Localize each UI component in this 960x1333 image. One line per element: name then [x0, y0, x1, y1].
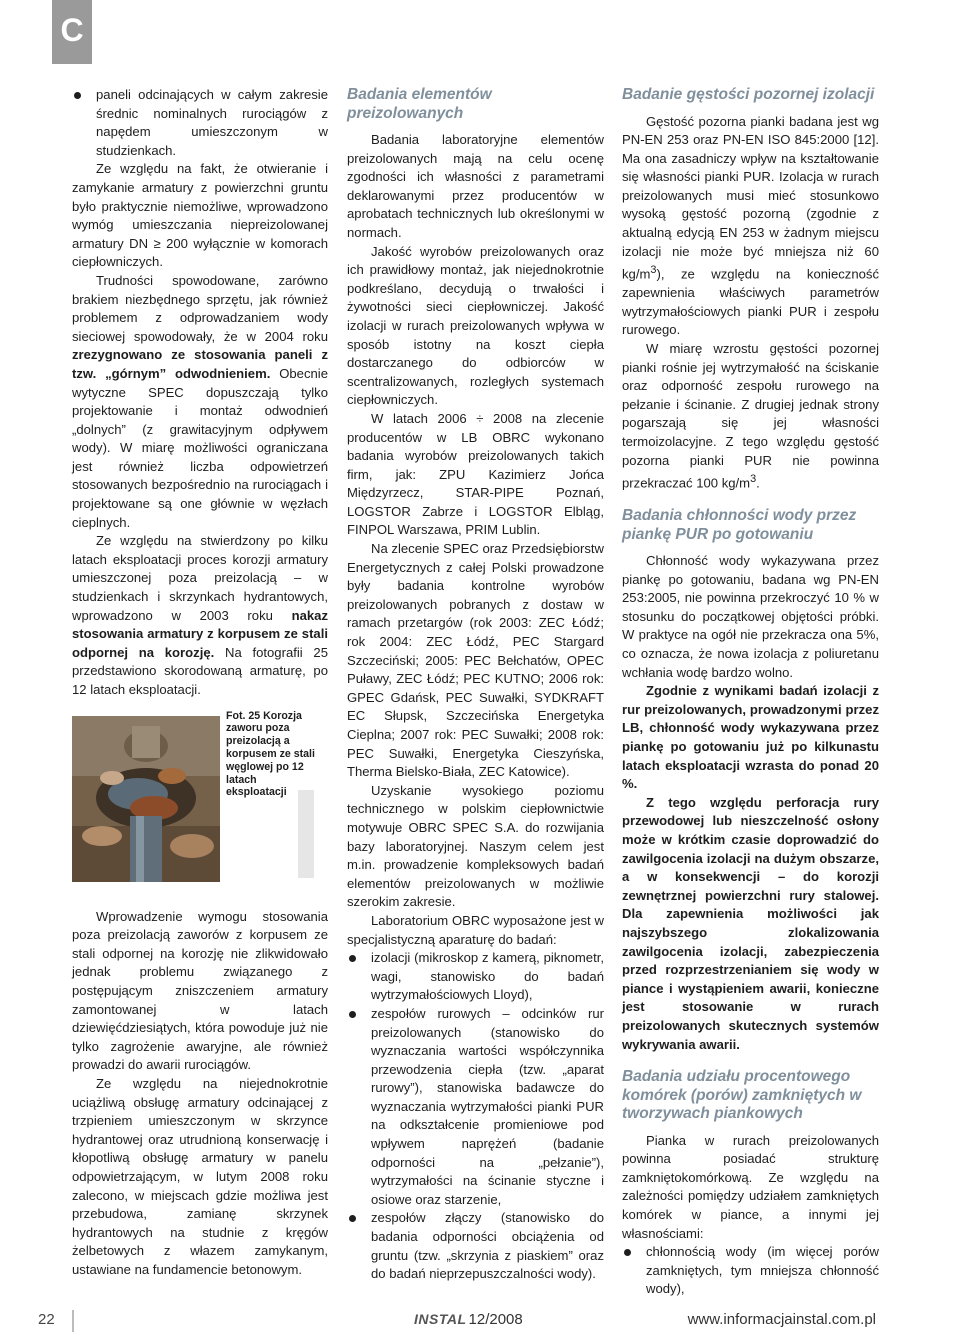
paragraph: Wprowadzenie wymogu stosowania poza preizolacją zaworów z korpusem ze stali odpornej na korozję nie zlikwidowało jednak problemu związanego z postępującym zniszczeniem armatury zamontowanej w latach dziewięćdziesiątych, która powoduje już nie tylko zagrożenie awaryjne, ale również prowadzi do awarii rurociągów. — [72, 908, 328, 1073]
emphasis: nakaz stosowania armatury z korpusem ze stali odpornej na korozję. — [72, 607, 328, 660]
photo-caption: Fot. 25 Korozja zaworu poza preizolacją a korpusem ze stali węglowej po 12 latach eksploatacji — [226, 709, 315, 799]
section-heading: Badania udziału procentowego komórek (porów) zamkniętych w tworzywach piankowych — [622, 1068, 862, 1123]
decorative-bar — [298, 790, 314, 878]
footer-divider — [72, 1310, 74, 1332]
section-heading: Badania elementów preizolowanych — [347, 86, 492, 122]
magazine-logo: INSTAL — [414, 1311, 467, 1327]
bullet-list — [347, 949, 604, 1284]
website-url: www.informacjainstal.com.pl — [687, 1311, 876, 1328]
section-heading: Badania chłonności wody przez piankę PUR po gotowaniu — [622, 507, 857, 543]
list-item: zespołów złączy (stanowisko do badania odporności obciążenia od gruntu (tzw. „skrzynia z piaskiem” oraz do badań nieprzepuszczalności wody). — [347, 1209, 604, 1283]
paragraph: W miarę wzrostu gęstości pozornej pianki rośnie jej wytrzymałość na ściskanie oraz odporność zespołu rurowego na pełzanie i ścinanie. Z drugiej jednak strony pogarszają się jej własności termoizolacyjne. Z tego względu gęstość pozorna pianki PUR nie powinna przekraczać 100 $kg/m^3$. — [622, 340, 879, 491]
photo-corroded-valve — [72, 716, 220, 882]
paragraph: Chłonność wody wykazywana przez piankę po gotowaniu, badana wg PN-EN 253:2005, nie powinna przekroczyć 10 % w stosunku do początkowej objętości próbki. W praktyce na ogół nie przekracza ona 5%, co oznacza, że nowa izolacja z poliuretanu wchłania wodę bardzo wolno. — [622, 553, 879, 680]
issue-number: 12/2008 — [468, 1311, 523, 1328]
paragraph: Gęstość pozorna pianki badana jest wg PN-EN 253 oraz PN-EN ISO 845:2000 [12]. Ma ona zasadniczy wpływ na kształtowanie się własności pianki PUR. Izolacja w rurach preizolowanych musi mieć stosunkowo wysoką gęstość pozorną (zgodnie z aktualną edycją EN 253 w żadnym miejscu izolacji nie może być mniejsza niż 60 $kg/m^3$), ze względu na konieczność zapewnienia właściwych parametrów wytrzymałościowych pianki PUR i zespołu rurowego. — [622, 113, 879, 338]
paragraph: Pianka w rurach preizolowanych powinna posiadać strukturę zamkniętokomórkową. Ze względu na zależności pomiędzy udziałem zamkniętych komórek w piance, a innymi jej własnościami: — [622, 1132, 879, 1241]
paragraph — [622, 682, 879, 794]
paragraph: W latach 2006 ÷ 2008 na zlecenie producentów w LB OBRC wykonano badania wyrobów preizolowanych takich firm, jak: ZPU Kazimierz Jońca Międzyrzecz, STAR-PIPE Poznań, LOGSTOR Zabrze i LOGSTOR Elbląg, FINPOL Warszawa, PRIM Lublin. — [347, 410, 604, 538]
figure — [72, 710, 328, 896]
paragraph — [622, 794, 879, 1054]
paragraph: Ze względu na niejednokrotnie uciążliwą obsługę armatury odcinającej z trzpieniem umieszczonym w skrzynce hydrantowej oraz utrudnioną konserwację i kłopotliwą obsługę armatury w panelu odpowietrzającym, w lutym 2008 roku zalecono, w miejscach gdzie możliwa jest przebudowa, zamianę skrzynek hydrantowych na studnie z kręgów żelbetowych z włazem zamykanym, ustawiane na fundamencie betonowym. — [72, 1075, 328, 1277]
magazine-issue — [414, 1311, 523, 1328]
emphasis: Z tego względu perforacja rury przewodowej lub nieszczelność osłony może w krótkim czasie doprowadzić do zawilgocenia izolacji na dużym obszarze, a w konsekwencji – do korozji zewnętrznej powierzchni rury stalowej. Dla zapewnienia możliwości jak najszybszego zlokalizowania zawilgocenia izolacji, zabezpieczenia przed rozprzestrzenianiem się wody w piance i wystąpieniem awarii, konieczne jest stosowanie w rurach preizolowanych skutecznych systemów wykrywania awarii. — [622, 794, 879, 1052]
paragraph: Laboratorium OBRC wyposażone jest w specjalistyczną aparaturę do badań: — [347, 912, 604, 947]
section-tab — [52, 0, 92, 64]
list-item: paneli odcinających w całym zakresie średnic nominalnych rurociągów z napędem umieszczonym w studzienkach. — [72, 86, 328, 160]
section-letter: C — [60, 12, 84, 48]
bullet-list — [72, 86, 328, 160]
section-heading: Badanie gęstości pozornej izolacji — [622, 86, 875, 103]
paragraph: Na zlecenie SPEC oraz Przedsiębiorstw Energetycznych z całej Polski prowadzone były badania kontrolne wyrobów preizolowanych pobranych z dostaw w ramach przetargów (rok 2003: ZEC Łódź; rok 2004: ZEC Łódź, PEC Stargard Szczeciński; 2005: PEC Bełchatów, OPEC Puławy, ZEC Łódź; PEC KUTNO; 2006 rok: GPEC Gdańsk, PEC Suwałki, SYDKRAFT EC Słupsk, Szczecińska Energetyka Cieplna; 2007 rok: PEC Suwałki; 2008 rok: PEC Suwałki, Energetyka Cieszyńska, Therma Bielsko-Biała, ZEC Katowice). — [347, 541, 604, 780]
column-3 — [622, 86, 879, 1299]
paragraph: Ze względu na fakt, że otwieranie i zamykanie armatury z powierzchni gruntu było praktycznie niemożliwe, wprowadzono wymóg umieszczania niepreizolowanej armatury DN ≥ 200 wyłącznie w komorach ciepłowniczych. — [72, 161, 328, 270]
paragraph: Trudności spowodowane, zarówno brakiem niezbędnego sprzętu, jak również problemem z odprowadzaniem wody sieciowej spowodowały, że w 2004 roku zrezygnowano ze stosowania paneli z tzw. „górnym” odwodnieniem. Obecnie wytyczne SPEC dopuszczają tylko projektowanie i montaż odwodnień „dolnych” (z grawitacyjnym odpływem wody). W miarę możliwości ograniczana jest również liczba odpowietrzeń stosowanych bezpośrednio na rurociągach i projektowane są one głównie w węzłach cieplnych. — [72, 272, 328, 530]
list-item: chłonnością wody (im więcej porów zamkniętych, tym mniejsza chłonność wody), — [622, 1243, 879, 1299]
column-2 — [347, 86, 604, 1284]
paragraph: Ze względu na stwierdzony po kilku latach eksploatacji proces korozji armatury umieszczonej poza preizolacją – w studzienkach i skrzynkach hydrantowych, wprowadzono w 2003 roku nakaz stosowania armatury z korpusem ze stali odpornej na korozję. Na fotografii 25 przedstawiono skorodowaną armaturę, po 12 latach eksploatacji. — [72, 533, 328, 697]
emphasis: Zgodnie z wynikami badań izolacji z rur preizolowanych, prowadzonymi przez LB, chłonność wody wykazywana przez piankę po gotowaniu już po kilkunastu latach eksploatacji wzrasta do ponad 20 %. — [622, 683, 879, 792]
list-item: izolacji (mikroskop z kamerą, piknometr, wagi, stanowisko do badań wytrzymałościowych Lloyd), — [347, 949, 604, 1005]
list-item: zespołów rurowych – odcinków rur preizolowanych (stanowisko do wyznaczania wartości współczynnika przewodzenia ciepła (tzw. „aparat rurowy”), stanowiska badawcze do wyznaczania wytrzymałości pianki PUR na odkształcenie promieniowe pod wpływem naprężeń (badanie odporności na „pełzanie”), wytrzymałości na ścinanie styczne i osiowe oraz starzenie, — [347, 1005, 604, 1210]
column-1 — [72, 86, 328, 1279]
paragraph: Badania laboratoryjne elementów preizolowanych mają na celu ocenę zgodności ich własności z parametrami deklarowanymi przez producentów w aprobatach technicznych lub określonymi w normach. — [347, 132, 604, 240]
bullet-list — [622, 1243, 879, 1299]
paragraph: Jakość wyrobów preizolowanych oraz ich prawidłowy montaż, jak niejednokrotnie podkreślano, decydują o trwałości i żywotności sieci ciepłowniczej. Jakość izolacji w rurach preizolowanych wpływa w sposób istotny na koszt ciepła dostarczanego do odbiorców w scentralizowanych, rozległych systemach ciepłowniczych. — [347, 243, 604, 408]
emphasis: zrezygnowano ze stosowania paneli z tzw. „górnym” odwodnieniem. — [72, 347, 328, 381]
page-number: 22 — [38, 1311, 55, 1328]
paragraph: Uzyskanie wysokiego poziomu technicznego w polskim ciepłownictwie motywuje OBRC SPEC S.A. do rozwijania bazy laboratoryjnej. Naszym celem jest m.in. prowadzenie kompleksowych badań elementów preizolowanych w możliwie szerokim zakresie. — [347, 782, 604, 910]
